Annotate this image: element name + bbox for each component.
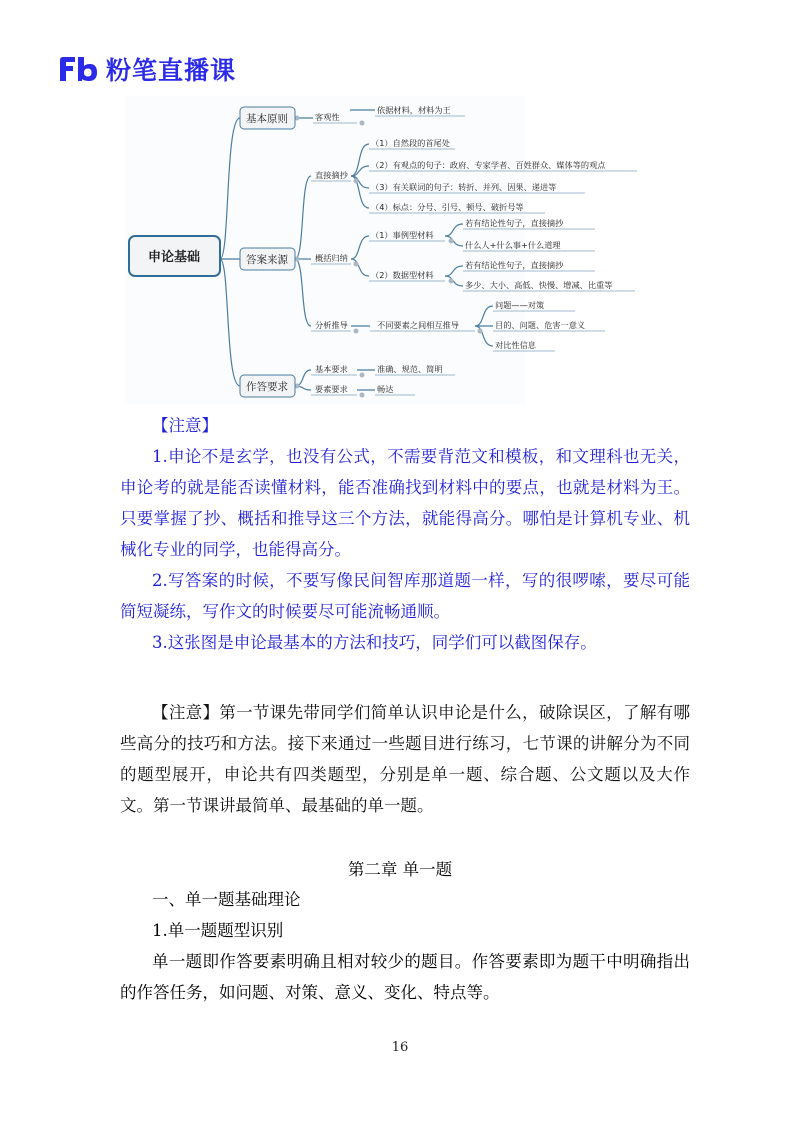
mindmap-root <box>129 236 220 276</box>
fenbi-logo-icon <box>56 54 100 84</box>
note-paragraph-2: 2.写答案的时候，不要写像民间智库那道题一样，写的很啰嗦，要尽可能简短凝练，写作文的时候要尽可能流畅通顺。 <box>120 571 690 621</box>
mm-shuju: （2）数据型材料 <box>371 270 434 280</box>
svg-text:基本原则: 基本原则 <box>246 113 288 125</box>
mm-yaosuyaoqiu: 要素要求 <box>315 384 348 394</box>
chapter-title: 第二章 单一题 <box>347 860 453 879</box>
mindmap-branch-zuoda <box>240 375 295 397</box>
note-title: 【注意】 <box>152 416 218 435</box>
mm-fenxi-3: 对比性信息 <box>495 340 536 350</box>
note2-paragraph: 【注意】第一节课先带同学们简单认识申论是什么，破除误区，了解有哪些高分的技巧和方法。接下来通过一些题目进行练习，七节课的讲解分为不同的题型展开，申论共有四类题型，分别是单一题、综合题、公文题以及大作文。第一节课讲最简单、最基础的单一题。 <box>120 703 690 815</box>
mm-zhijie-1: （1）自然段的首尾处 <box>371 138 450 148</box>
note-paragraph-1: 1.申论不是玄学，也没有公式，不需要背范文和模板，和文理科也无关，申论考的就是能否读懂材料，能否准确找到材料中的要点，也就是材料为王。只要掌握了抄、概括和推导这三个方法，就能得高分。哪怕是计算机专业、机械化专业的同学，也能得高分。 <box>120 447 690 559</box>
mindmap-branch-daan <box>240 248 295 270</box>
mm-yiju: 依据材料，材料为王 <box>377 105 451 115</box>
mm-jibenyaoqiu: 基本要求 <box>315 364 348 374</box>
mm-fenxi-1: 问题——对策 <box>495 300 545 310</box>
mm-fenxi-2: 目的、问题、危害一意义 <box>495 320 586 330</box>
note-block-2 <box>120 697 690 821</box>
mm-fenxi: 分析推导 <box>315 320 348 330</box>
mm-zhijie: 直接摘抄 <box>315 170 348 180</box>
mm-fenxi-child: 不同要素之间相互推导 <box>377 320 459 330</box>
section-heading: 一、单一题基础理论 <box>152 890 301 909</box>
page-number: 16 <box>391 1040 409 1055</box>
mm-keguanxing: 客观性 <box>315 112 340 122</box>
mm-shili: （1）事例型材料 <box>371 230 434 240</box>
mm-changda: 畅达 <box>377 384 394 394</box>
mm-shili-2: 什么人+什么事+什么道理 <box>465 240 561 250</box>
subsection-heading: 1.单一题题型识别 <box>152 921 284 940</box>
mm-gaikuo: 概括归纳 <box>315 253 348 263</box>
note-paragraph-3: 3.这张图是申论最基本的方法和技巧，同学们可以截图保存。 <box>152 633 597 652</box>
mm-shili-1: 若有结论性句子，直接摘抄 <box>465 218 564 228</box>
svg-text:作答要求: 作答要求 <box>246 381 288 393</box>
mm-shuju-1: 若有结论性句子，直接摘抄 <box>465 260 564 270</box>
mm-zhijie-2: （2）有观点的句子：政府、专家学者、百姓群众、媒体等的观点 <box>371 160 606 170</box>
chapter-body-paragraph: 单一题即作答要素明确且相对较少的题目。作答要素即为题干中明确指出的作答任务，如问题、对策、意义、变化、特点等。 <box>120 952 690 1002</box>
mm-zhunque: 准确、规范、简明 <box>377 364 443 374</box>
brand-logo <box>56 52 236 86</box>
logo-text: 粉笔直播课 <box>106 56 237 85</box>
mindmap-svg <box>125 96 613 404</box>
mindmap-figure <box>125 96 613 404</box>
svg-text:答案来源: 答案来源 <box>246 254 288 266</box>
mm-shuju-2: 多少、大小、高低、快慢、增减、比重等 <box>465 280 613 290</box>
note-block-1 <box>120 410 690 658</box>
mindmap-root-label: 申论基础 <box>147 250 201 265</box>
mm-zhijie-3: （3）有关联词的句子：转折、并列、因果、递进等 <box>371 182 557 192</box>
mm-zhijie-4: （4）标点：分号、引号、顿号、破折号等 <box>371 202 524 212</box>
mindmap-branch-jiben <box>240 107 295 129</box>
